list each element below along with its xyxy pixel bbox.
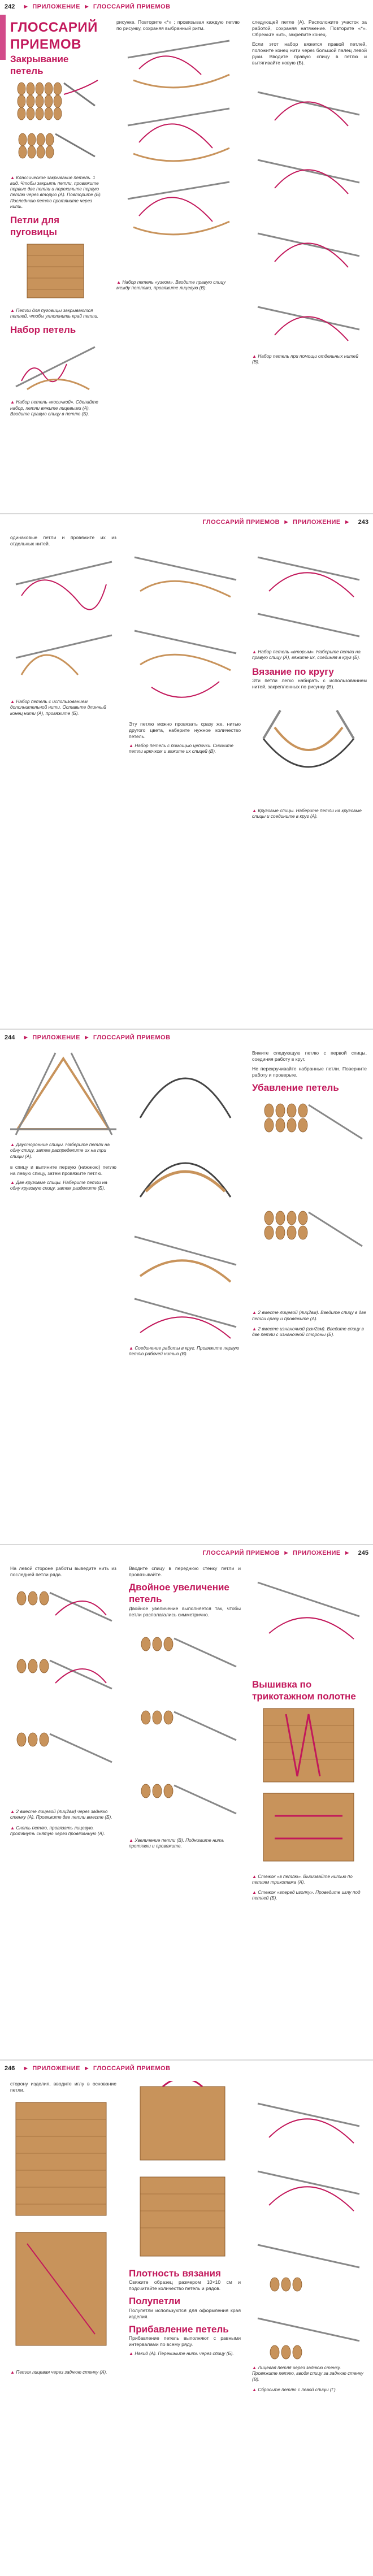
caption: ▲ Круговые спицы. Наберите петли на круговые спицы и соедините в круг (А).	[252, 808, 362, 819]
triangle-icon: ▲	[129, 2351, 135, 2356]
page-245	[0, 1546, 373, 2061]
page-number: 245	[358, 1550, 368, 1557]
caption: ▲ 2 вместе лицевой (лиц2вм) через заднюю стенку (А). Провяжите две петли вместе (Б).	[10, 1809, 112, 1820]
paragraph: Эти петли легко набирать с использованием нитей, закрепленных по рисунку (В).	[252, 677, 367, 689]
paragraph: одинаковые петли и провяжите их из отдельных нитей.	[10, 535, 116, 547]
circular-needle-illustration	[252, 693, 367, 806]
paragraph: Двойное увеличение выполняется так, чтобы петли располагались симметрично.	[129, 1605, 241, 1617]
section-heading: Плотность вязания	[129, 2268, 221, 2279]
page-header	[0, 515, 373, 530]
left-column	[7, 1050, 120, 1196]
paragraph: сторону изделия, вводите иглу в основание петли.	[10, 2081, 116, 2093]
caption: ▲ Набор петель «косичкой». Сделайте набор, петли вяжите лицевыми (А). Вводите правую спицу в петлю (Б).	[10, 400, 98, 417]
paragraph: Прибавление петель выполняют с равными интервалами по всему ряду.	[129, 2335, 241, 2347]
middle-column	[125, 535, 244, 760]
page-242	[0, 0, 373, 514]
page-header	[0, 0, 373, 15]
triangle-icon: ▲	[10, 1142, 16, 1147]
right-column	[249, 535, 370, 824]
section-heading: Двойное увеличение петель	[129, 1582, 229, 1605]
header-triangle-icon: ►	[23, 2065, 29, 2072]
embroidery-illustration	[252, 1703, 367, 1872]
caption: ▲ Набор петель «узлом». Вводите правую спицу между петлями, провяжите лицевую (В).	[116, 280, 226, 291]
section-heading: Убавление петель	[252, 1082, 339, 1093]
triangle-icon: ▲	[252, 354, 258, 359]
caption: ▲ Накид (А). Перекиньте нить через спицу (Б).	[129, 2351, 234, 2356]
right-column	[249, 1050, 370, 1342]
join-in-round-illustration	[129, 1050, 241, 1344]
triangle-icon: ▲	[10, 175, 16, 180]
header-triangle-icon: ►	[344, 1550, 350, 1557]
header-section: ПРИЛОЖЕНИЕ	[32, 2065, 80, 2072]
caption: ▲ Набор петель с использованием дополнительной нити. Оставьте длинный конец нити (А), провяжите (Б).	[10, 699, 106, 716]
right-column	[249, 2081, 370, 2397]
section-heading: Полупетли	[129, 2296, 181, 2307]
paragraph: Не перекручивайте набранные петли. Поверните работу и проверьте.	[252, 1066, 367, 1078]
paragraph: Эту петлю можно провязать сразу же, нитью другого цвета, наберите нужное количество петель.	[129, 721, 241, 739]
triangle-icon: ▲	[10, 307, 16, 313]
triangle-icon: ▲	[252, 808, 258, 813]
page-header	[0, 1546, 373, 1561]
section-heading: Вышивка по трикотажном полотне	[252, 1679, 356, 1702]
left-column	[7, 1565, 120, 1841]
caption: ▲ Соединение работы в круг. Провяжите первую петлю рабочей нитью (В).	[129, 1346, 240, 1357]
triangle-icon: ▲	[129, 743, 135, 748]
caption: ▲ 2 вместе изнаночной (изн2вм). Введите спицу в две петли с изнаночной стороны (Б).	[252, 1326, 364, 1337]
caption: ▲ Петли для пуговицы закрываются петлей, чтобы уплотнить край петли.	[10, 307, 99, 319]
triangle-icon: ▲	[252, 1326, 258, 1332]
header-subsection: ГЛОССАРИЙ ПРИЕМОВ	[202, 1550, 280, 1557]
triangle-icon: ▲	[10, 2370, 16, 2375]
triangle-icon: ▲	[129, 1346, 135, 1351]
paragraph: Вводите спицу в переднюю стенку петли и провязывайте.	[129, 1565, 241, 1577]
header-section: ПРИЛОЖЕНИЕ	[32, 1034, 80, 1042]
header-triangle-icon: ►	[283, 519, 289, 526]
cast-on-illustration	[10, 550, 116, 697]
header-triangle-icon: ►	[23, 1034, 29, 1042]
decrease-illustration	[252, 1094, 367, 1308]
right-stitch-illustration	[252, 70, 367, 352]
paragraph: Вяжите следующую петлю с первой спицы, соединяя работу в круг.	[252, 1050, 367, 1062]
paragraph: Полупетли используются для оформления края изделия.	[129, 2307, 241, 2319]
paragraph: следующей петле (А). Расположите участок за работой, сохраняя натяжение. Повторите «*». Обрежьте нить, закрепите конец.	[252, 19, 367, 37]
decrease-illustration	[10, 1581, 116, 1807]
buttonhole-illustration	[10, 238, 102, 306]
paragraph: Если этот набор вяжется правой петлей, положите конец нити через большой палец левой руки. Вводите правую спицу в петлю и вытягивайте новую (Б).	[252, 41, 367, 66]
header-triangle-icon: ►	[84, 3, 90, 11]
header-subsection: ГЛОССАРИЙ ПРИЕМОВ	[93, 2065, 171, 2072]
knit-fabric-illustration	[252, 1565, 367, 1679]
triangle-icon: ▲	[10, 699, 16, 704]
header-triangle-icon: ►	[344, 519, 350, 526]
side-color-strip	[0, 15, 6, 60]
bind-off-illustration	[10, 77, 102, 174]
page-header	[0, 2062, 373, 2076]
header-subsection: ГЛОССАРИЙ ПРИЕМОВ	[202, 519, 280, 526]
right-cast-on-illustration	[252, 535, 367, 648]
caption: ▲ 2 вместе лицевой (лиц2вм). Введите спицу в две петли сразу и провяжите (А).	[252, 1310, 366, 1321]
right-column	[249, 1565, 370, 1906]
gauge-swatch-illustration	[129, 2081, 241, 2267]
caption: ▲ Классическое закрывание петель. 1 вид. Чтобы закрыть петли, провяжите первые две петли и перекиньте первую петлю через вторую (А). Повторите (Б). Последнюю петлю протяните через нить.	[10, 175, 102, 209]
triangle-icon: ▲	[252, 2365, 258, 2370]
caption: ▲ Две круговые спицы. Наберите петли на одну круговую спицу, затем разделите (Б).	[10, 1179, 107, 1191]
section-heading: Набор петель	[10, 324, 76, 335]
middle-column	[125, 1050, 244, 1362]
page-243	[0, 515, 373, 1030]
header-subsection: ГЛОССАРИЙ ПРИЕМОВ	[93, 1034, 171, 1042]
caption: ▲ Набор петель с помощью цепочки. Снимите петли крючком и вяжите их спицей (В).	[129, 743, 234, 754]
header-subsection: ГЛОССАРИЙ ПРИЕМОВ	[93, 3, 171, 11]
caption: ▲ Двусторонние спицы. Наберите петли на одну спицу, затем распределите их на три спицы (А).	[10, 1142, 110, 1159]
right-column	[249, 19, 370, 370]
chain-cast-on-illustration	[129, 535, 241, 721]
page-244	[0, 1031, 373, 1545]
caption: ▲ Стежок «в петлю». Вышивайте нитью по петлям трикотажа (А).	[252, 1874, 353, 1885]
page-title: ГЛОССАРИЙ ПРИЕМОВ	[10, 20, 98, 52]
caption: ▲ Лицевая петля через заднюю стенку. Провяжите петлю, вводя спицу за заднюю стенку (В).	[252, 2365, 364, 2382]
caption: ▲ Петля лицевая через заднюю стенку (А).	[10, 2370, 107, 2375]
page-number: 242	[5, 3, 15, 11]
header-triangle-icon: ►	[84, 1034, 90, 1042]
middle-column	[113, 19, 243, 296]
stitch-swatch-illustration	[10, 2097, 116, 2368]
triangle-icon: ▲	[116, 280, 123, 285]
double-increase-illustration	[129, 1621, 241, 1836]
header-triangle-icon: ►	[23, 3, 29, 11]
triangle-icon: ▲	[10, 1809, 16, 1814]
triangle-icon: ▲	[252, 1890, 258, 1895]
section-heading: Закрывание петель	[10, 54, 69, 77]
left-column	[7, 2081, 120, 2380]
header-section: ПРИЛОЖЕНИЕ	[32, 3, 80, 11]
left-column	[7, 535, 120, 721]
caption: ▲ Набор петель «вторым». Наберите петли на правую спицу (А), вяжите их, соединяя в круг (Б).	[252, 649, 361, 661]
header-triangle-icon: ►	[283, 1550, 289, 1557]
page-header	[0, 1031, 373, 1046]
triangle-icon: ▲	[129, 1837, 135, 1843]
paragraph: в спицу и вытяните первую (нижнюю) петлю на левую спицу, затем провяжите петлю.	[10, 1164, 116, 1176]
cast-on-illustration	[10, 336, 102, 398]
page-246	[0, 2062, 373, 2576]
caption: ▲ Набор петель при помощи отдельных нитей (В).	[252, 354, 358, 365]
paragraph: рисунке. Повторите «*» ; провязывая каждую петлю по рисунку, сохраняя выбранный ритм.	[116, 19, 240, 31]
left-column	[7, 19, 106, 422]
header-section: ПРИЛОЖЕНИЕ	[293, 519, 341, 526]
triangle-icon: ▲	[252, 1310, 258, 1316]
page-number: 246	[5, 2065, 15, 2072]
paragraph: Свяжите образец размером 10×10 см и подсчитайте количество петель и рядов.	[129, 2279, 241, 2292]
middle-column	[125, 1565, 244, 1854]
paragraph: На левой стороне работы выведите нить из последней петли ряда.	[10, 1565, 116, 1577]
increase-illustration	[252, 2081, 367, 2363]
page-number: 243	[358, 519, 368, 526]
section-heading: Вязание по кругу	[252, 666, 334, 677]
triangle-icon: ▲	[10, 1179, 16, 1185]
caption: ▲ Снять петлю, провязать лицевую, протянуть снятую через провязанную (А).	[10, 1825, 105, 1836]
double-pointed-needles-illustration	[10, 1050, 116, 1140]
header-triangle-icon: ►	[84, 2065, 90, 2072]
caption: ▲ Увеличение петли (В). Поднимите нить протяжки и провяжите.	[129, 1837, 224, 1849]
triangle-icon: ▲	[252, 649, 258, 654]
triangle-icon: ▲	[252, 2387, 258, 2392]
caption: ▲ Стежок «вперед иголку». Проведите иглу под петлей (Б).	[252, 1890, 361, 1901]
caption: ▲ Сбросьте петлю с левой спицы (Г).	[252, 2387, 337, 2392]
page-number: 244	[5, 1034, 15, 1042]
stitch-illustration	[116, 35, 240, 278]
header-section: ПРИЛОЖЕНИЕ	[293, 1550, 341, 1557]
triangle-icon: ▲	[10, 400, 16, 405]
section-heading: Петли для пуговицы	[10, 215, 60, 238]
section-heading: Прибавление петель	[129, 2323, 229, 2335]
triangle-icon: ▲	[10, 1825, 16, 1831]
middle-column	[125, 2081, 244, 2361]
triangle-icon: ▲	[252, 1874, 258, 1879]
